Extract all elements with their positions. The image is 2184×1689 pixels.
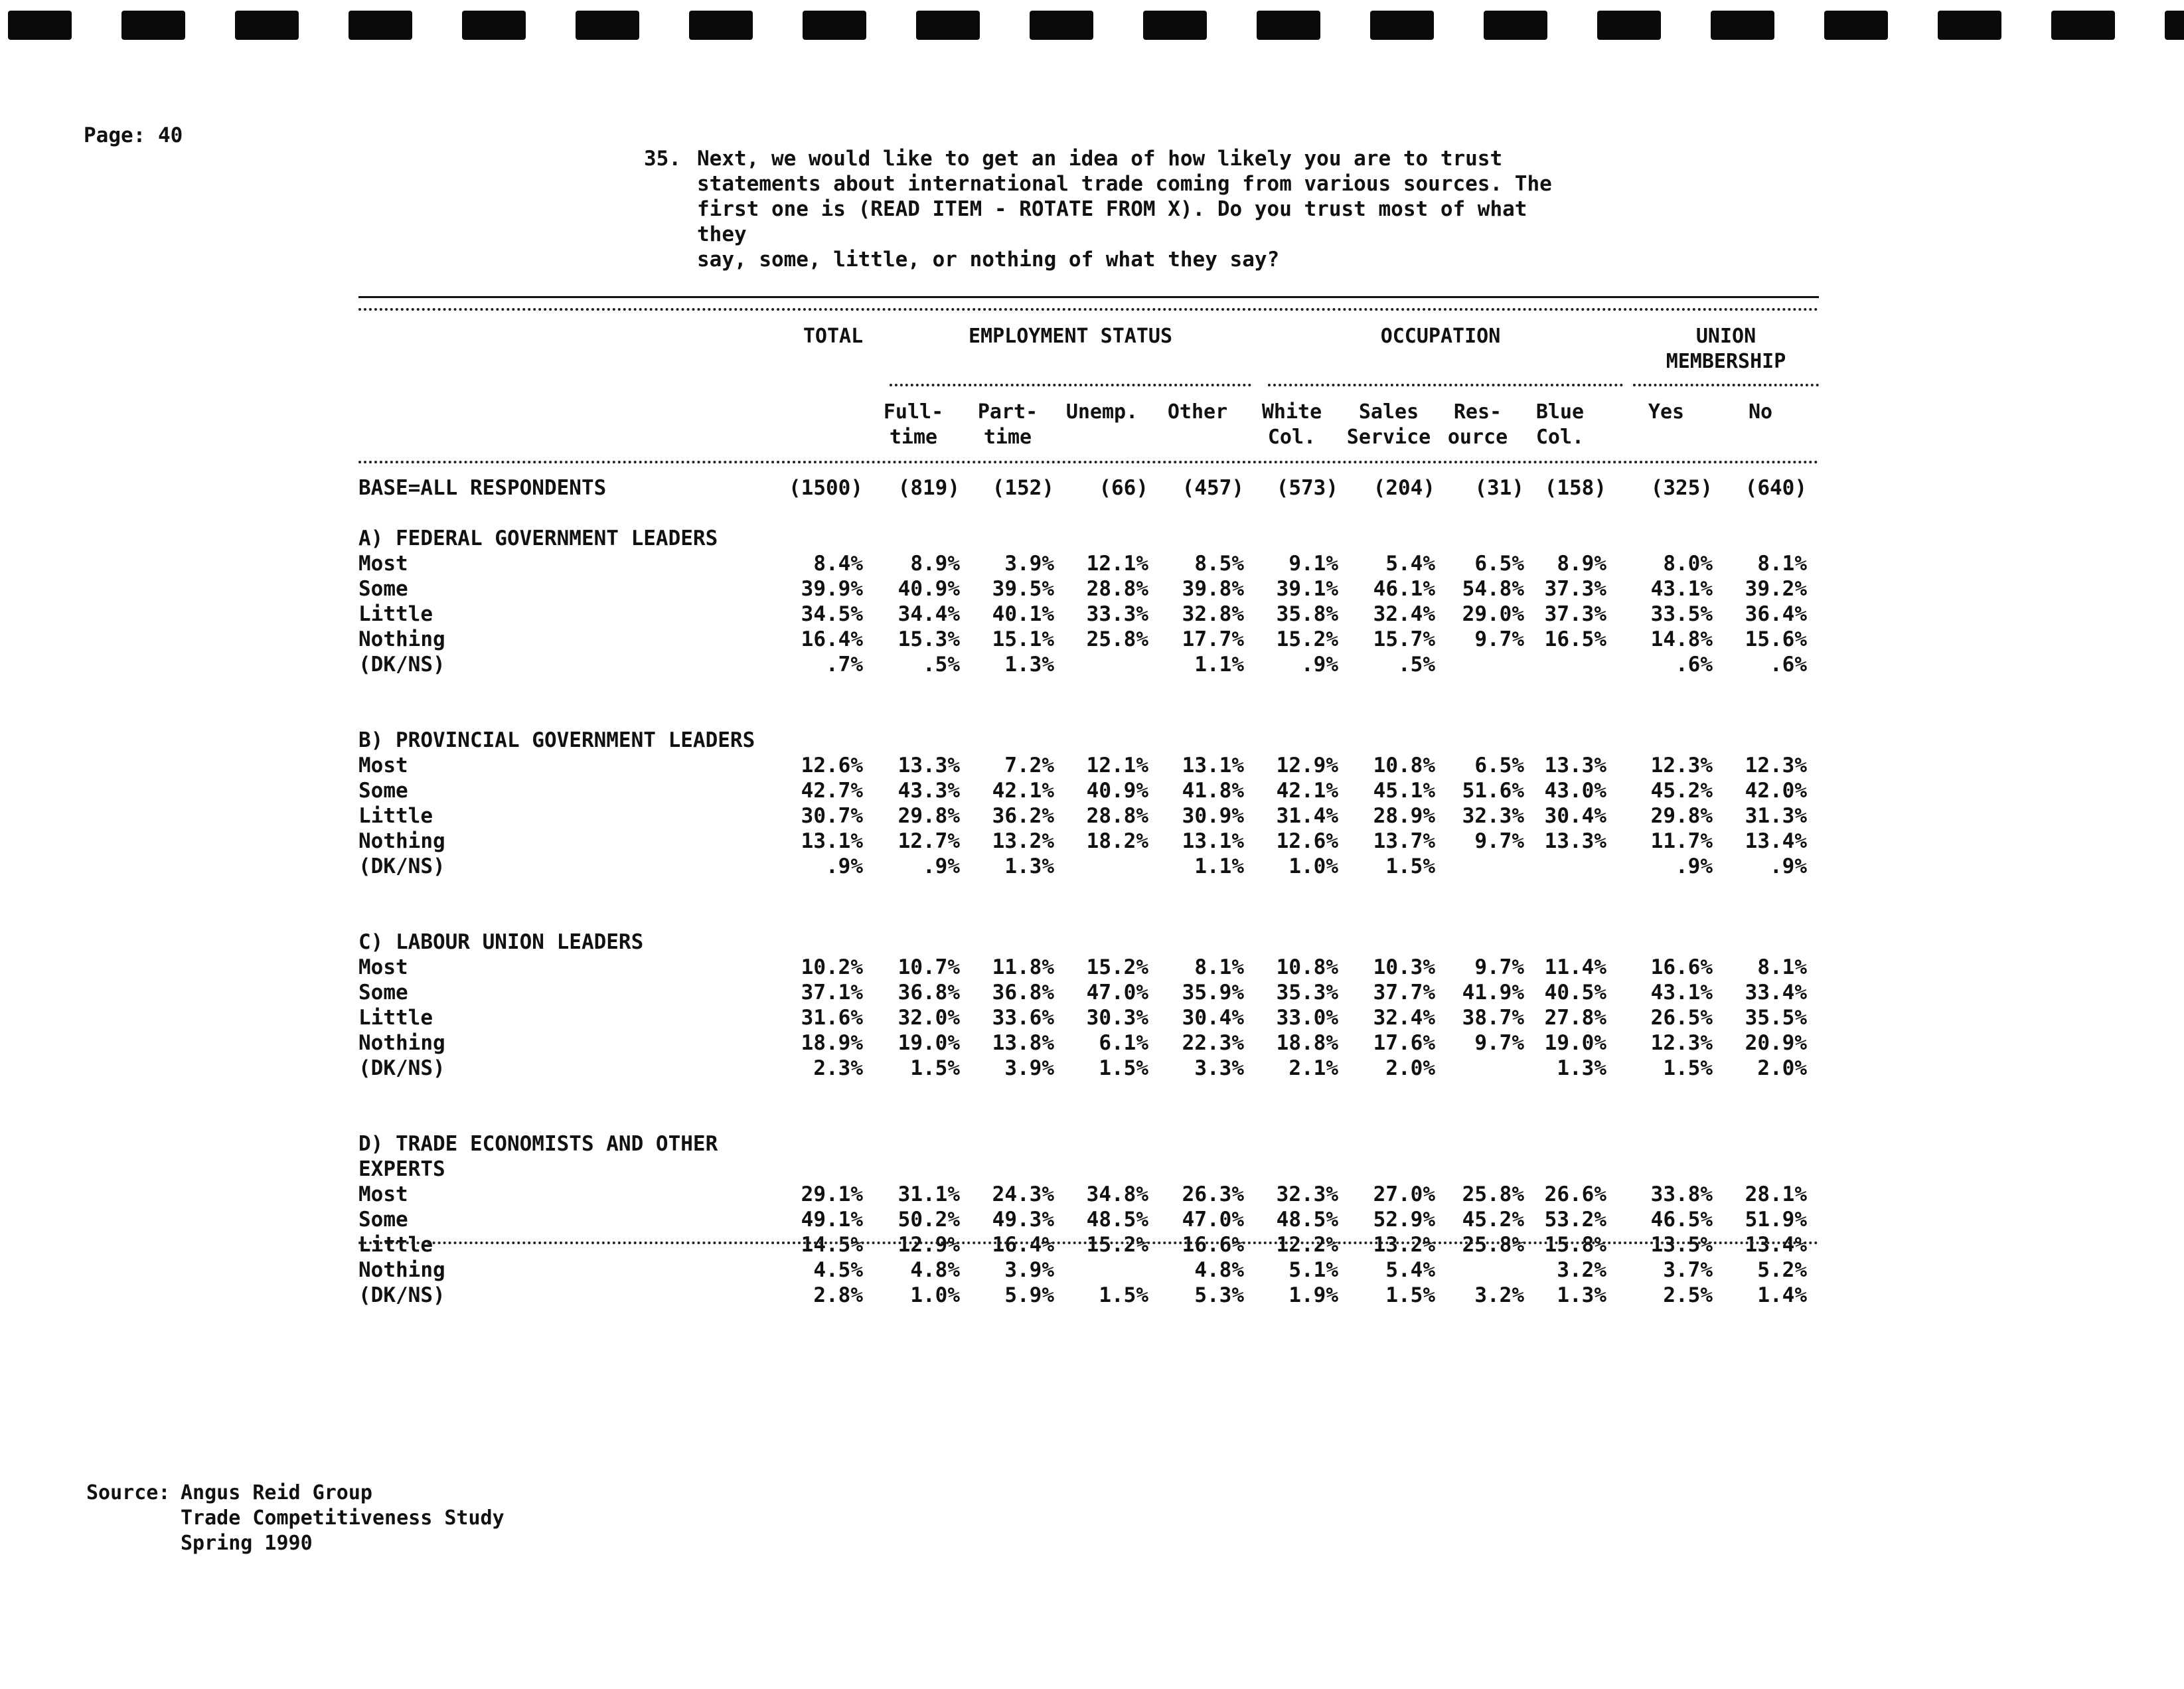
data-cell: 37.1% <box>801 981 863 1005</box>
data-cell: 33.0% <box>1276 1006 1338 1030</box>
row-label: Most <box>358 552 408 576</box>
data-cell: 15.7% <box>1373 627 1435 651</box>
data-cell: 40.9% <box>897 577 960 601</box>
row-label: Nothing <box>358 829 445 853</box>
data-cell: 3.2% <box>1474 1283 1524 1307</box>
data-cell: 35.5% <box>1745 1006 1807 1030</box>
data-cell: 47.0% <box>1086 981 1148 1005</box>
data-cell: 26.3% <box>1182 1182 1244 1206</box>
data-cell: 1.3% <box>1004 854 1054 878</box>
data-cell: 35.8% <box>1276 602 1338 626</box>
data-cell: 34.5% <box>801 602 863 626</box>
question-text: Next, we would like to get an idea of how likely you are to trust statements about international trade coming from various sources. The first one is (READ ITEM - ROTATE FROM X). Do you trust most of what they say, some, little, or nothing of what they say? <box>697 147 1552 272</box>
data-cell: 46.5% <box>1650 1208 1713 1232</box>
data-cell: 15.3% <box>897 627 960 651</box>
data-cell: 32.0% <box>897 1006 960 1030</box>
question-number: 35. <box>644 147 681 171</box>
data-cell: 5.4% <box>1385 552 1435 576</box>
data-cell: 15.8% <box>1544 1233 1606 1257</box>
data-cell: 46.1% <box>1373 577 1435 601</box>
data-cell: 36.8% <box>897 981 960 1005</box>
data-cell: 32.3% <box>1276 1182 1338 1206</box>
table-top-dash <box>358 308 1819 311</box>
base-cell: (204) <box>1373 476 1435 500</box>
data-cell: 40.9% <box>1086 779 1148 803</box>
data-cell: 18.9% <box>801 1031 863 1055</box>
perforation-hole <box>916 11 980 40</box>
data-cell: 1.1% <box>1194 653 1244 677</box>
data-cell: 27.0% <box>1373 1182 1435 1206</box>
row-label: Some <box>358 779 408 803</box>
perforation-hole <box>2051 11 2115 40</box>
data-cell: 26.5% <box>1650 1006 1713 1030</box>
data-cell: 13.2% <box>992 829 1054 853</box>
data-cell: 15.2% <box>1086 1233 1148 1257</box>
perforation-hole <box>349 11 412 40</box>
data-cell: 33.4% <box>1745 981 1807 1005</box>
data-cell: 33.5% <box>1650 602 1713 626</box>
data-cell: 13.3% <box>897 754 960 777</box>
data-cell: 6.1% <box>1099 1031 1148 1055</box>
data-cell: 11.4% <box>1544 955 1606 979</box>
data-cell: 12.9% <box>897 1233 960 1257</box>
data-cell: 22.3% <box>1182 1031 1244 1055</box>
data-cell: 39.8% <box>1182 577 1244 601</box>
data-cell: 42.7% <box>801 779 863 803</box>
data-cell: 34.4% <box>897 602 960 626</box>
data-cell: 12.1% <box>1086 552 1148 576</box>
data-cell: 13.4% <box>1745 829 1807 853</box>
data-cell: 43.0% <box>1544 779 1606 803</box>
group-underline <box>890 384 1251 386</box>
data-cell: .7% <box>826 653 863 677</box>
data-cell: 8.9% <box>910 552 960 576</box>
data-cell: 1.5% <box>1663 1056 1713 1080</box>
data-cell: 39.1% <box>1276 577 1338 601</box>
data-cell: 5.9% <box>1004 1283 1054 1307</box>
data-cell: 35.9% <box>1182 981 1244 1005</box>
data-cell: 32.3% <box>1462 804 1524 828</box>
data-cell: 9.1% <box>1288 552 1338 576</box>
data-cell: 1.5% <box>910 1056 960 1080</box>
data-cell: 37.3% <box>1544 577 1606 601</box>
data-cell: 28.8% <box>1086 577 1148 601</box>
data-cell: 41.9% <box>1462 981 1524 1005</box>
data-cell: 16.4% <box>801 627 863 651</box>
perforation-hole <box>1597 11 1661 40</box>
data-cell: .6% <box>1676 653 1713 677</box>
row-label: Most <box>358 754 408 777</box>
data-cell: 8.1% <box>1194 955 1244 979</box>
data-cell: 9.7% <box>1474 1031 1524 1055</box>
data-cell: 3.9% <box>1004 552 1054 576</box>
data-cell: 3.7% <box>1663 1258 1713 1282</box>
data-cell: 10.7% <box>897 955 960 979</box>
source-label: Source: <box>86 1481 171 1504</box>
data-cell: 29.8% <box>897 804 960 828</box>
data-cell: 38.7% <box>1462 1006 1524 1030</box>
column-header: Sales Service <box>1346 400 1431 449</box>
data-cell: 12.3% <box>1745 754 1807 777</box>
base-cell: (158) <box>1544 476 1606 500</box>
data-cell: 29.1% <box>801 1182 863 1206</box>
perforation-hole <box>8 11 72 40</box>
data-cell: .9% <box>1301 653 1338 677</box>
data-cell: 13.8% <box>992 1031 1054 1055</box>
data-cell: 17.6% <box>1373 1031 1435 1055</box>
data-cell: 13.7% <box>1373 829 1435 853</box>
data-cell: 4.5% <box>813 1258 863 1282</box>
data-cell: 2.1% <box>1288 1056 1338 1080</box>
base-cell: (640) <box>1745 476 1807 500</box>
data-cell: 3.9% <box>1004 1056 1054 1080</box>
data-cell: 6.5% <box>1474 552 1524 576</box>
data-cell: 30.4% <box>1544 804 1606 828</box>
column-header: Blue Col. <box>1535 400 1585 449</box>
data-cell: 25.8% <box>1462 1233 1524 1257</box>
data-cell: 17.7% <box>1182 627 1244 651</box>
data-cell: 12.3% <box>1650 1031 1713 1055</box>
perforation-hole <box>462 11 526 40</box>
row-label: (DK/NS) <box>358 1283 445 1307</box>
section-title: C) LABOUR UNION LEADERS <box>358 930 644 954</box>
data-cell: 13.4% <box>1745 1233 1807 1257</box>
data-cell: 42.1% <box>1276 779 1338 803</box>
row-label: Some <box>358 1208 408 1232</box>
perforation-hole <box>1711 11 1774 40</box>
data-cell: 1.4% <box>1757 1283 1807 1307</box>
data-cell: 12.6% <box>1276 829 1338 853</box>
data-cell: 12.1% <box>1086 754 1148 777</box>
data-cell: 11.7% <box>1650 829 1713 853</box>
perforation-hole <box>689 11 753 40</box>
base-cell: (819) <box>897 476 960 500</box>
data-cell: 13.3% <box>1544 754 1606 777</box>
row-label: Nothing <box>358 1031 445 1055</box>
data-cell: 13.1% <box>1182 829 1244 853</box>
perforation-hole <box>1824 11 1888 40</box>
data-cell: 13.1% <box>1182 754 1244 777</box>
data-cell: 25.8% <box>1086 627 1148 651</box>
data-cell: 9.7% <box>1474 829 1524 853</box>
data-cell: 42.1% <box>992 779 1054 803</box>
data-cell: 32.4% <box>1373 602 1435 626</box>
data-cell: 49.1% <box>801 1208 863 1232</box>
section-title: B) PROVINCIAL GOVERNMENT LEADERS <box>358 728 755 752</box>
data-cell: 3.3% <box>1194 1056 1244 1080</box>
perforation-hole <box>1257 11 1320 40</box>
data-cell: 15.2% <box>1276 627 1338 651</box>
group-header: EMPLOYMENT STATUS <box>968 325 1173 348</box>
table-bottom-dash <box>358 1242 1819 1244</box>
perforation-hole <box>121 11 185 40</box>
group-underline <box>1268 384 1623 386</box>
data-cell: 19.0% <box>1544 1031 1606 1055</box>
data-cell: 13.2% <box>1373 1233 1435 1257</box>
perforation-hole <box>1938 11 2001 40</box>
data-cell: 15.6% <box>1745 627 1807 651</box>
data-cell: 2.0% <box>1385 1056 1435 1080</box>
data-cell: 24.3% <box>992 1182 1054 1206</box>
data-cell: 49.3% <box>992 1208 1054 1232</box>
data-cell: 2.0% <box>1757 1056 1807 1080</box>
data-cell: 3.2% <box>1557 1258 1606 1282</box>
data-cell: 1.5% <box>1099 1056 1148 1080</box>
data-cell: 1.9% <box>1288 1283 1338 1307</box>
data-cell: 52.9% <box>1373 1208 1435 1232</box>
data-cell: 12.6% <box>801 754 863 777</box>
data-cell: 1.3% <box>1557 1056 1606 1080</box>
question-block <box>644 146 1573 272</box>
data-cell: 40.1% <box>992 602 1054 626</box>
data-cell: 41.8% <box>1182 779 1244 803</box>
data-cell: 5.3% <box>1194 1283 1244 1307</box>
row-label: (DK/NS) <box>358 854 445 878</box>
row-label: Little <box>358 602 433 626</box>
data-cell: 8.1% <box>1757 552 1807 576</box>
data-cell: 36.8% <box>992 981 1054 1005</box>
data-cell: 34.8% <box>1086 1182 1148 1206</box>
data-cell: 40.5% <box>1544 981 1606 1005</box>
base-cell: (457) <box>1182 476 1244 500</box>
data-cell: 25.8% <box>1462 1182 1524 1206</box>
data-cell: 5.1% <box>1288 1258 1338 1282</box>
data-cell: 47.0% <box>1182 1208 1244 1232</box>
group-header: OCCUPATION <box>1380 325 1501 348</box>
data-cell: 5.4% <box>1385 1258 1435 1282</box>
data-cell: 32.8% <box>1182 602 1244 626</box>
data-cell: 1.0% <box>1288 854 1338 878</box>
data-cell: 35.3% <box>1276 981 1338 1005</box>
data-cell: 16.6% <box>1650 955 1713 979</box>
data-cell: 30.9% <box>1182 804 1244 828</box>
data-cell: 1.3% <box>1557 1283 1606 1307</box>
column-header: No <box>1748 400 1773 424</box>
data-cell: 16.4% <box>992 1233 1054 1257</box>
data-cell: 30.4% <box>1182 1006 1244 1030</box>
data-cell: 2.8% <box>813 1283 863 1307</box>
data-cell: 31.1% <box>897 1182 960 1206</box>
data-cell: 39.9% <box>801 577 863 601</box>
data-cell: 1.1% <box>1194 854 1244 878</box>
data-cell: 15.2% <box>1086 955 1148 979</box>
data-cell: 1.5% <box>1385 1283 1435 1307</box>
row-label: Some <box>358 577 408 601</box>
row-label: Most <box>358 955 408 979</box>
row-label: Little <box>358 1006 433 1030</box>
group-underline <box>1633 384 1819 386</box>
data-cell: 8.5% <box>1194 552 1244 576</box>
data-cell: 45.2% <box>1650 779 1713 803</box>
perforation-strip <box>0 11 2184 40</box>
data-cell: 37.7% <box>1373 981 1435 1005</box>
data-cell: 12.3% <box>1650 754 1713 777</box>
base-cell: (31) <box>1474 476 1524 500</box>
data-cell: 43.1% <box>1650 577 1713 601</box>
data-cell: 2.3% <box>813 1056 863 1080</box>
base-cell: (66) <box>1099 476 1148 500</box>
data-cell: 29.8% <box>1650 804 1713 828</box>
data-cell: 37.3% <box>1544 602 1606 626</box>
data-cell: 31.6% <box>801 1006 863 1030</box>
data-cell: 10.2% <box>801 955 863 979</box>
data-cell: 8.1% <box>1757 955 1807 979</box>
data-cell: 18.2% <box>1086 829 1148 853</box>
group-header: UNION MEMBERSHIP <box>1666 325 1786 373</box>
data-cell: 48.5% <box>1276 1208 1338 1232</box>
data-cell: 8.0% <box>1663 552 1713 576</box>
data-cell: 28.8% <box>1086 804 1148 828</box>
row-label: Nothing <box>358 1258 445 1282</box>
header-bottom-dash <box>358 461 1819 463</box>
row-label: (DK/NS) <box>358 653 445 677</box>
data-cell: 18.8% <box>1276 1031 1338 1055</box>
data-cell: 31.4% <box>1276 804 1338 828</box>
data-cell: 36.2% <box>992 804 1054 828</box>
data-cell: .5% <box>923 653 960 677</box>
data-cell: 12.9% <box>1276 754 1338 777</box>
data-cell: 9.7% <box>1474 627 1524 651</box>
row-label: Some <box>358 981 408 1005</box>
perforation-hole <box>576 11 639 40</box>
data-cell: 16.5% <box>1544 627 1606 651</box>
column-header: Res- ource <box>1447 400 1508 449</box>
data-cell: 5.2% <box>1757 1258 1807 1282</box>
perforation-hole <box>1143 11 1207 40</box>
data-cell: 33.8% <box>1650 1182 1713 1206</box>
data-cell: 6.5% <box>1474 754 1524 777</box>
data-cell: 14.8% <box>1650 627 1713 651</box>
data-cell: 1.3% <box>1004 653 1054 677</box>
data-cell: 3.9% <box>1004 1258 1054 1282</box>
data-cell: 20.9% <box>1745 1031 1807 1055</box>
data-cell: .9% <box>1676 854 1713 878</box>
data-cell: 12.2% <box>1276 1233 1338 1257</box>
data-cell: 48.5% <box>1086 1208 1148 1232</box>
data-cell: 1.5% <box>1385 854 1435 878</box>
row-label: Nothing <box>358 627 445 651</box>
data-cell: 1.0% <box>910 1283 960 1307</box>
data-cell: 9.7% <box>1474 955 1524 979</box>
data-cell: 54.8% <box>1462 577 1524 601</box>
data-cell: 1.5% <box>1099 1283 1148 1307</box>
data-cell: 10.3% <box>1373 955 1435 979</box>
data-cell: 2.5% <box>1663 1283 1713 1307</box>
base-cell: (325) <box>1650 476 1713 500</box>
page-number: Page: 40 <box>84 123 183 147</box>
data-cell: 30.3% <box>1086 1006 1148 1030</box>
data-cell: 13.1% <box>801 829 863 853</box>
data-cell: 45.2% <box>1462 1208 1524 1232</box>
data-cell: 10.8% <box>1276 955 1338 979</box>
perforation-hole <box>2165 11 2184 40</box>
data-cell: 51.9% <box>1745 1208 1807 1232</box>
data-cell: 32.4% <box>1373 1006 1435 1030</box>
data-cell: 28.1% <box>1745 1182 1807 1206</box>
data-cell: 29.0% <box>1462 602 1524 626</box>
row-label: (DK/NS) <box>358 1056 445 1080</box>
perforation-hole <box>803 11 866 40</box>
data-cell: 53.2% <box>1544 1208 1606 1232</box>
base-cell: (573) <box>1276 476 1338 500</box>
data-cell: 10.8% <box>1373 754 1435 777</box>
column-header: Unemp. <box>1065 400 1138 424</box>
data-cell: 28.9% <box>1373 804 1435 828</box>
data-cell: .9% <box>923 854 960 878</box>
data-cell: 13.5% <box>1650 1233 1713 1257</box>
data-cell: .5% <box>1398 653 1435 677</box>
data-cell: 11.8% <box>992 955 1054 979</box>
data-cell: 7.2% <box>1004 754 1054 777</box>
data-cell: 33.3% <box>1086 602 1148 626</box>
column-header: Part- time <box>977 400 1038 449</box>
perforation-hole <box>1030 11 1093 40</box>
data-cell: 4.8% <box>1194 1258 1244 1282</box>
data-cell: 36.4% <box>1745 602 1807 626</box>
data-cell: 4.8% <box>910 1258 960 1282</box>
perforation-hole <box>235 11 299 40</box>
data-cell: 16.6% <box>1182 1233 1244 1257</box>
data-cell: 8.9% <box>1557 552 1606 576</box>
data-cell: 43.1% <box>1650 981 1713 1005</box>
data-cell: 39.2% <box>1745 577 1807 601</box>
base-row-label: BASE=ALL RESPONDENTS <box>358 476 607 500</box>
column-header: Other <box>1167 400 1228 424</box>
data-cell: 14.5% <box>801 1233 863 1257</box>
section-title: A) FEDERAL GOVERNMENT LEADERS <box>358 526 718 550</box>
data-cell: 13.3% <box>1544 829 1606 853</box>
section-title: D) TRADE ECONOMISTS AND OTHER EXPERTS <box>358 1132 718 1181</box>
data-cell: 27.8% <box>1544 1006 1606 1030</box>
data-cell: 26.6% <box>1544 1182 1606 1206</box>
data-cell: .9% <box>1770 854 1807 878</box>
data-cell: 15.1% <box>992 627 1054 651</box>
data-cell: 19.0% <box>897 1031 960 1055</box>
data-cell: 31.3% <box>1745 804 1807 828</box>
data-cell: 43.3% <box>897 779 960 803</box>
row-label: Little <box>358 1233 433 1257</box>
data-cell: 51.6% <box>1462 779 1524 803</box>
column-header: Full- time <box>883 400 944 449</box>
perforation-hole <box>1484 11 1547 40</box>
data-cell: 12.7% <box>897 829 960 853</box>
table-top-rule <box>358 296 1819 298</box>
row-label: Little <box>358 804 433 828</box>
data-cell: 30.7% <box>801 804 863 828</box>
source-note <box>86 1481 505 1556</box>
data-cell: 8.4% <box>813 552 863 576</box>
group-header: TOTAL <box>803 325 864 348</box>
source-lines: Angus Reid Group Trade Competitiveness Study Spring 1990 <box>181 1481 505 1555</box>
data-cell: 33.6% <box>992 1006 1054 1030</box>
perforation-hole <box>1370 11 1434 40</box>
base-cell: (1500) <box>789 476 863 500</box>
data-cell: 45.1% <box>1373 779 1435 803</box>
base-cell: (152) <box>992 476 1054 500</box>
data-cell: 50.2% <box>897 1208 960 1232</box>
data-cell: 42.0% <box>1745 779 1807 803</box>
data-cell: .9% <box>826 854 863 878</box>
data-cell: 39.5% <box>992 577 1054 601</box>
data-cell: .6% <box>1770 653 1807 677</box>
column-header: White Col. <box>1261 400 1322 449</box>
row-label: Most <box>358 1182 408 1206</box>
column-header: Yes <box>1648 400 1685 424</box>
